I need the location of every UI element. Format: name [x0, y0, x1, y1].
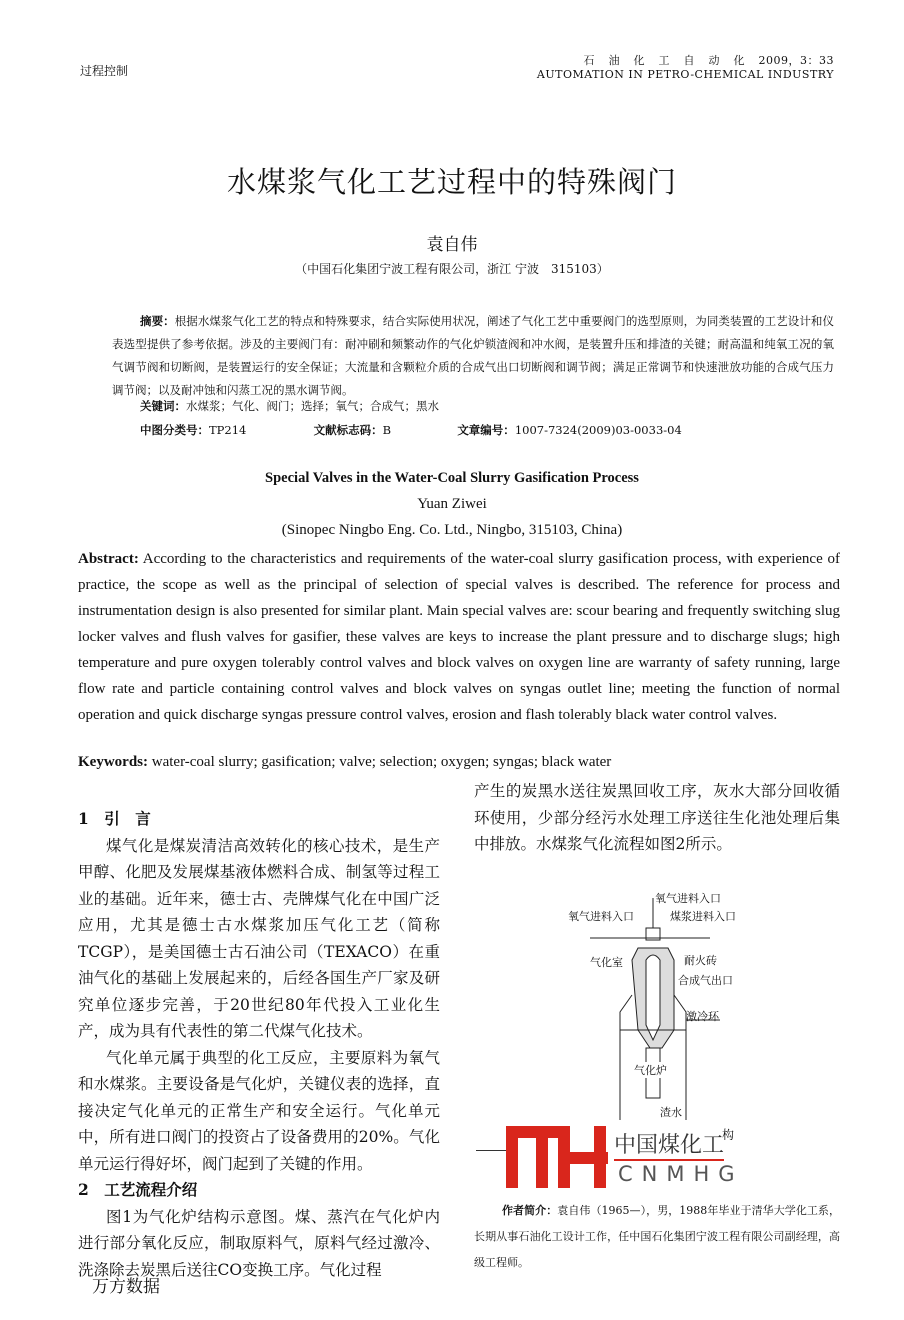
en-abstract-text: According to the characteristics and requirements of the water-coal slurry gasification process, with experience of practice, the scope as well as the principal of selection of special valves is described. The reference for process and instrumentation design is also presented for similar plant. Main special valves are: scour bearing and frequently switching slug locker valves and flush valves for gasifier, these valves are keys to increase the plant pressure and to discharge slugs; high temperature and pure oxygen tolerably control valves and block valves on oxygen line are warranty of safety running, large flow rate and particle containing control valves and block valves on syngas outlet line; meeting the function of normal operation and quick discharge syngas pressure control valves, erosion and flash tolerably black water control valves. — [78, 551, 840, 723]
watermark-en: CNMHG — [618, 1162, 744, 1186]
label-slurry: 煤浆进料入口 — [670, 910, 736, 923]
watermark-cn: 中国煤化工 — [614, 1128, 724, 1161]
cn-keywords — [140, 398, 439, 414]
watermark-logo — [476, 1126, 744, 1192]
section-2-heading: 2 工艺流程介绍 — [78, 1180, 198, 1199]
label-oxygen-top: 氧气进料入口 — [655, 892, 721, 905]
author: 袁自伟 — [426, 235, 478, 255]
en-keywords-label: Keywords: — [78, 754, 148, 770]
paragraph: 产生的炭黑水送往炭黑回收工序，灰水大部分回收循环使用，少部分经污水处理工序送往生化池处理后集中排放。水煤浆气化流程如图2所示。 — [474, 782, 840, 853]
journal-header — [537, 54, 834, 82]
cn-keywords-text: 水煤浆；气化、阀门；选择；氧气；合成气；黑水 — [186, 399, 439, 413]
art-value: 1007-7324(2009)03-0033-04 — [514, 423, 682, 437]
cn-abstract — [112, 310, 834, 402]
caption-fragment: 构 — [722, 1128, 735, 1142]
section-1-heading: 1 引 言 — [78, 809, 151, 828]
en-keywords — [78, 754, 611, 771]
doc-value: B — [382, 423, 392, 437]
journal-en: AUTOMATION IN PETRO-CHEMICAL INDUSTRY — [536, 68, 834, 81]
issue: 2009，3：33 — [758, 54, 834, 67]
affiliation: （中国石化集团宁波工程有限公司，浙江 宁波 315103） — [295, 262, 609, 276]
right-column — [474, 778, 840, 858]
cn-keywords-label: 关键词： — [140, 399, 186, 413]
label-syngas: 合成气出口 — [678, 974, 733, 987]
en-keywords-text: water-coal slurry; gasification; valve; selection; oxygen; syngas; black water — [151, 754, 612, 770]
left-column — [78, 806, 440, 1283]
journal-cn: 石油化工自动化 — [583, 54, 759, 67]
section-header: 过程控制 — [80, 64, 129, 78]
en-author: Yuan Ziwei — [417, 496, 487, 512]
en-title: Special Valves in the Water-Coal Slurry Gasification Process — [265, 470, 639, 486]
cn-abstract-text: 根据水煤浆气化工艺的特点和特殊要求，结合实际使用状况，阐述了气化工艺中重要阀门的选型原则，为同类装置的工艺设计和仪表选型提供了参考依据。涉及的主要阀门有：耐冲刷和频繁动作的气化炉锁渣阀和冲水阀，是装置升压和排渣的关键；耐高温和纯氧工况的氧气调节阀和切断阀，是装置运行的安全保证；大流量和含颗粒介质的合成气出口切断阀和调节阀；满足正常调节和快速泄放功能的合成气压力调节阀；以及耐冲蚀和闪蒸工况的黑水调节阀。 — [112, 314, 834, 397]
doc-label: 文献标志码： — [313, 423, 383, 437]
label-gasifier: 气化炉 — [634, 1064, 667, 1077]
label-brick: 耐火砖 — [684, 954, 717, 967]
label-oxygen-left: 氧气进料入口 — [568, 910, 634, 923]
label-slag: 渣水 — [660, 1106, 682, 1119]
bio-label: 作者简介： — [502, 1204, 558, 1217]
bio-text: 袁自伟（1965—），男，1988年毕业于清华大学化工系，长期从事石油化工设计工作，任中国石化集团宁波工程有限公司副经理，高级工程师。 — [474, 1204, 840, 1269]
footer-watermark: 万方数据 — [92, 1277, 160, 1297]
paragraph: 煤气化是煤炭清洁高效转化的核心技术，是生产甲醇、化肥及发展煤基液体燃料合成、制氢等过程工业的基础。近年来，德士古、壳牌煤气化在中国广泛应用，尤其是德士古水煤浆加压气化工艺（简称TCGP），是美国德士古石油公司（TEXACO）在重油气化的基础上发展起来的，后经各国生产厂家及研究单位逐步完善，于20世纪80年代投入工业化生产，成为具有代表性的第二代煤气化技术。 — [78, 836, 440, 1040]
cn-abstract-label: 摘要： — [140, 314, 175, 328]
gasifier-diagram — [560, 890, 760, 1120]
clc-label: 中图分类号： — [140, 423, 209, 437]
clc-value: TP214 — [209, 423, 247, 437]
gasifier-drawing — [560, 890, 760, 1120]
paragraph: 气化单元属于典型的化工反应，主要原料为氧气和水煤浆。主要设备是气化炉，关键仪表的选择，直接决定气化单元的正常生产和安全运行。气化单元中，所有进口阀门的投资占了设备费用的20%。气化单元运行得好坏，阀门起到了关键的作用。 — [78, 1048, 440, 1173]
art-label: 文章编号： — [457, 423, 515, 437]
author-bio — [474, 1198, 840, 1276]
paper-title: 水煤浆气化工艺过程中的特殊阀门 — [226, 165, 677, 199]
label-chamber: 气化室 — [590, 956, 623, 969]
paragraph: 图1为气化炉结构示意图。煤、蒸汽在气化炉内进行部分氧化反应，制取原料气，原料气经过激冷、洗涤除去炭黑后送往CO变换工序。气化过程 — [78, 1207, 440, 1279]
en-abstract — [78, 546, 840, 728]
en-affiliation: (Sinopec Ningbo Eng. Co. Ltd., Ningbo, 315103, China) — [281, 522, 623, 538]
en-abstract-label: Abstract: — [78, 551, 139, 567]
label-quench: 激冷环 — [686, 1010, 719, 1023]
classification — [140, 422, 840, 438]
